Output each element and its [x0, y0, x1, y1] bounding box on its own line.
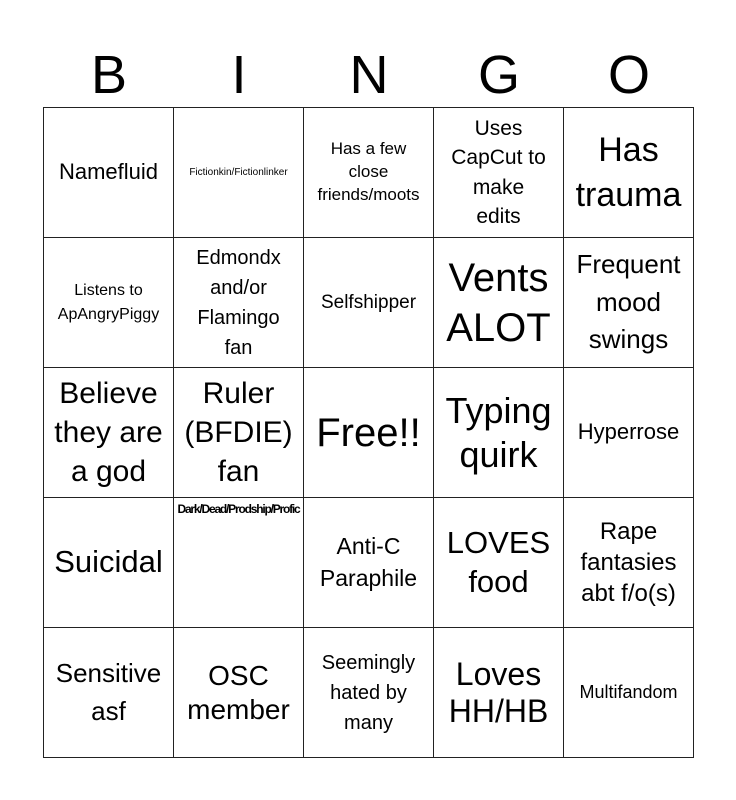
bingo-cell[interactable]: [174, 498, 304, 628]
cell-text: Edmondx and/or Flamingo fan: [196, 246, 281, 359]
bingo-cell[interactable]: [44, 498, 174, 628]
cell-text: Has a few close friends/moots: [317, 139, 420, 204]
cell-text: Suicidal: [54, 544, 163, 580]
bingo-board: [43, 107, 694, 758]
bingo-cell[interactable]: [44, 628, 174, 758]
bingo-cell[interactable]: [564, 368, 694, 498]
bingo-cell[interactable]: [434, 368, 564, 498]
cell-text: Ruler (BFDIE) fan: [184, 377, 293, 488]
cell-text: LOVES food: [446, 524, 551, 599]
header-letter-b: B: [90, 45, 128, 105]
bingo-cell[interactable]: [174, 628, 304, 758]
bingo-cell[interactable]: [434, 498, 564, 628]
cell-text: Frequent mood swings: [576, 248, 681, 355]
cell-text: OSC member: [187, 659, 290, 725]
cell-text: Sensitive asf: [55, 657, 162, 726]
cell-text: Vents ALOT: [446, 255, 551, 350]
header-letter-o: O: [607, 45, 650, 105]
bingo-cell[interactable]: [564, 628, 694, 758]
cell-text: Namefluid: [58, 159, 159, 185]
free-space-cell[interactable]: [304, 368, 434, 498]
bingo-cell[interactable]: [564, 498, 694, 628]
cell-text: Dark/Dead/Prodship/Profic: [177, 502, 300, 516]
bingo-cell[interactable]: [304, 498, 434, 628]
bingo-cell[interactable]: [174, 368, 304, 498]
free-space-text: Free!!: [316, 410, 421, 455]
cell-text: Anti-C Paraphile: [319, 533, 418, 591]
cell-text: Fictionkin/Fictionlinker: [189, 166, 288, 178]
cell-text: Seemingly hated by many: [321, 651, 416, 734]
header-letter-n: N: [349, 45, 389, 105]
bingo-cell[interactable]: [174, 108, 304, 238]
bingo-cell[interactable]: [434, 628, 564, 758]
bingo-cell[interactable]: [304, 628, 434, 758]
cell-text: Listens to ApAngryPiggy: [57, 282, 160, 323]
bingo-cell[interactable]: [44, 368, 174, 498]
cell-text: Hyperrose: [577, 419, 680, 445]
cell-text: Has trauma: [575, 131, 682, 214]
bingo-cell[interactable]: [434, 238, 564, 368]
cell-text: Typing quirk: [445, 390, 552, 475]
header-letter-i: I: [231, 45, 247, 105]
bingo-cell[interactable]: [174, 238, 304, 368]
cell-text: Loves HH/HB: [448, 655, 549, 729]
bingo-cell[interactable]: [564, 108, 694, 238]
bingo-cell[interactable]: [44, 238, 174, 368]
bingo-cell[interactable]: [564, 238, 694, 368]
cell-text: Selfshipper: [320, 291, 417, 313]
cell-text: Believe they are a god: [54, 377, 163, 488]
cell-text: Rape fantasies abt f/o(s): [580, 517, 677, 608]
header-letter-g: G: [477, 45, 520, 105]
bingo-cell[interactable]: [434, 108, 564, 238]
cell-text: Multifandom: [579, 681, 678, 702]
bingo-header: [44, 44, 694, 106]
cell-text: Uses CapCut to make edits: [451, 116, 546, 228]
bingo-cell[interactable]: [304, 238, 434, 368]
bingo-cell[interactable]: [44, 108, 174, 238]
bingo-cell[interactable]: [304, 108, 434, 238]
